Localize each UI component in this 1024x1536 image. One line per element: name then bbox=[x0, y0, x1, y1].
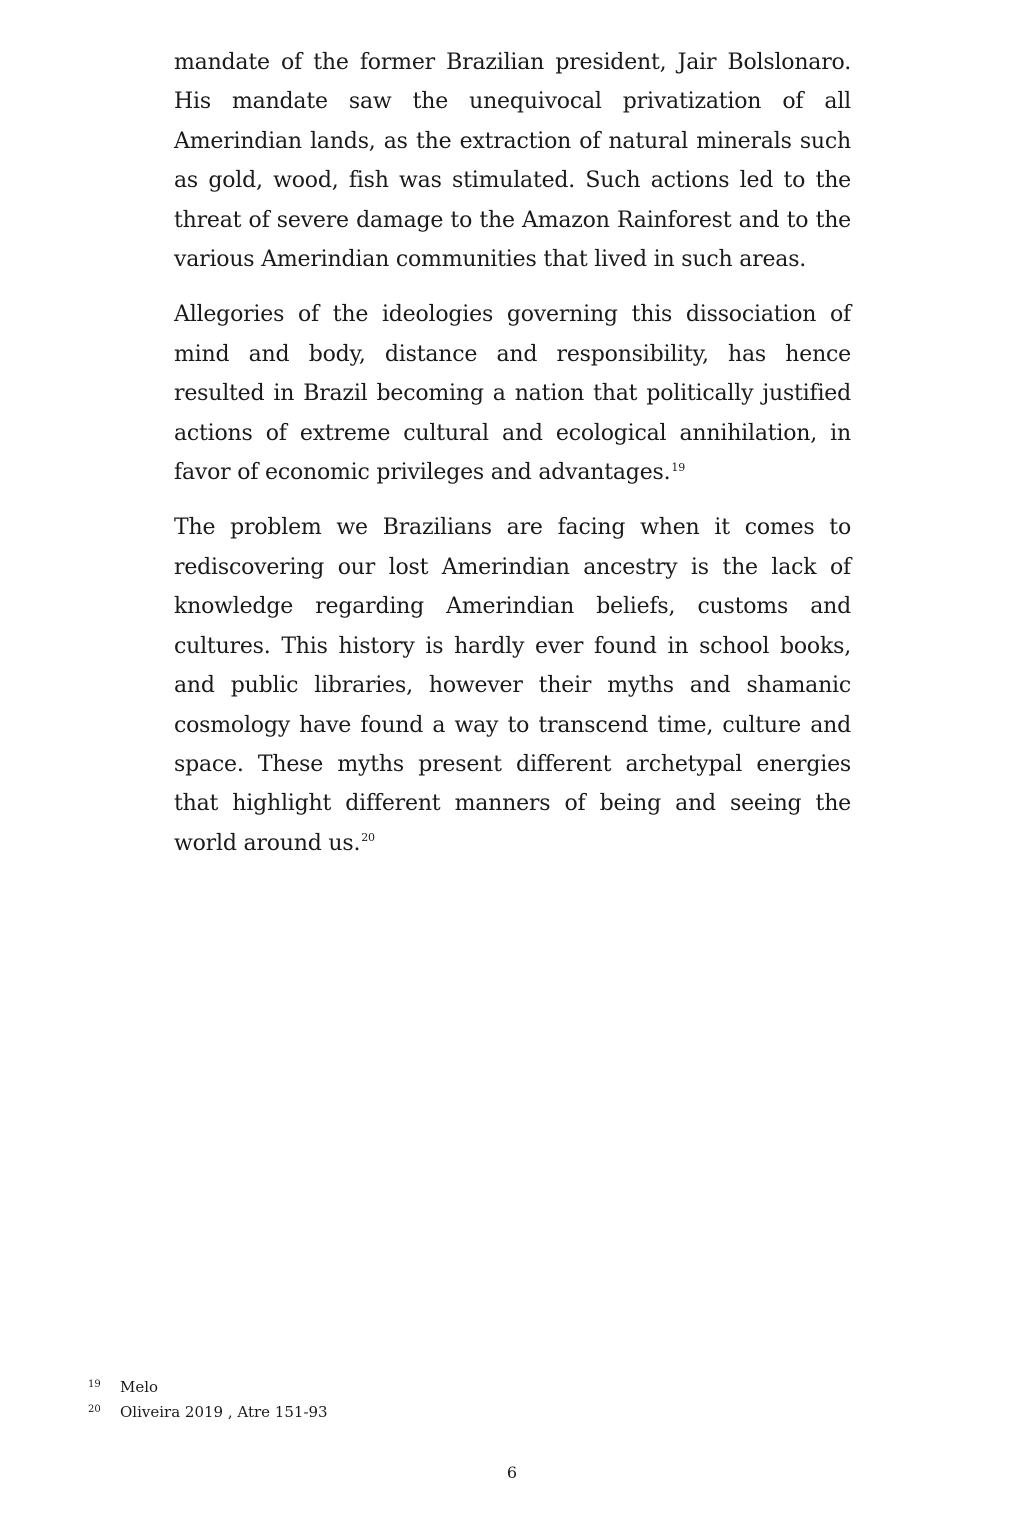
paragraph-2 bbox=[174, 295, 851, 492]
paragraph-2-text: Allegories of the ideologies governing this dissociation of mind and body, distance and responsibility, has hence resulted in Brazil becoming a nation that politically justified actions of extreme cultural and ecological annihilation, in favor of economic privileges and advantages. bbox=[174, 302, 851, 486]
paragraph-1 bbox=[174, 43, 851, 279]
paragraph-3-text: The problem we Brazilians are facing when it comes to rediscovering our lost Amerindian ancestry is the lack of knowledge regarding Amerindian beliefs, customs and cultures. This history is hardly ever found in school books, and public libraries, however their myths and shamanic cosmology have found a way to transcend time, culture and space. These myths present different archetypal energies that highlight different manners of being and seeing the world around us. bbox=[174, 515, 851, 856]
footnote-text: Melo bbox=[120, 1378, 159, 1396]
footnotes bbox=[88, 1376, 788, 1426]
body-text bbox=[174, 43, 851, 879]
footnote-ref-19[interactable]: 19 bbox=[671, 460, 686, 474]
footnote-number: 19 bbox=[88, 1379, 101, 1390]
footnote-number: 20 bbox=[88, 1404, 101, 1415]
paragraph-3 bbox=[174, 508, 851, 863]
footnote-ref-20[interactable]: 20 bbox=[361, 831, 375, 845]
page-number: 6 bbox=[506, 1463, 518, 1482]
footnote-20 bbox=[88, 1401, 788, 1426]
paragraph-1-text: mandate of the former Brazilian president, Jair Bolslonaro. His mandate saw the unequivocal privatization of all Amerindian lands, as the extraction of natural minerals such as gold, wood, fish was stimulated. Such actions led to the threat of severe damage to the Amazon Rainforest and to the various Amerindian communities that lived in such areas. bbox=[174, 50, 851, 273]
footnote-text: Oliveira 2019 , Atre 151-93 bbox=[120, 1403, 328, 1421]
footnote-19 bbox=[88, 1376, 788, 1401]
